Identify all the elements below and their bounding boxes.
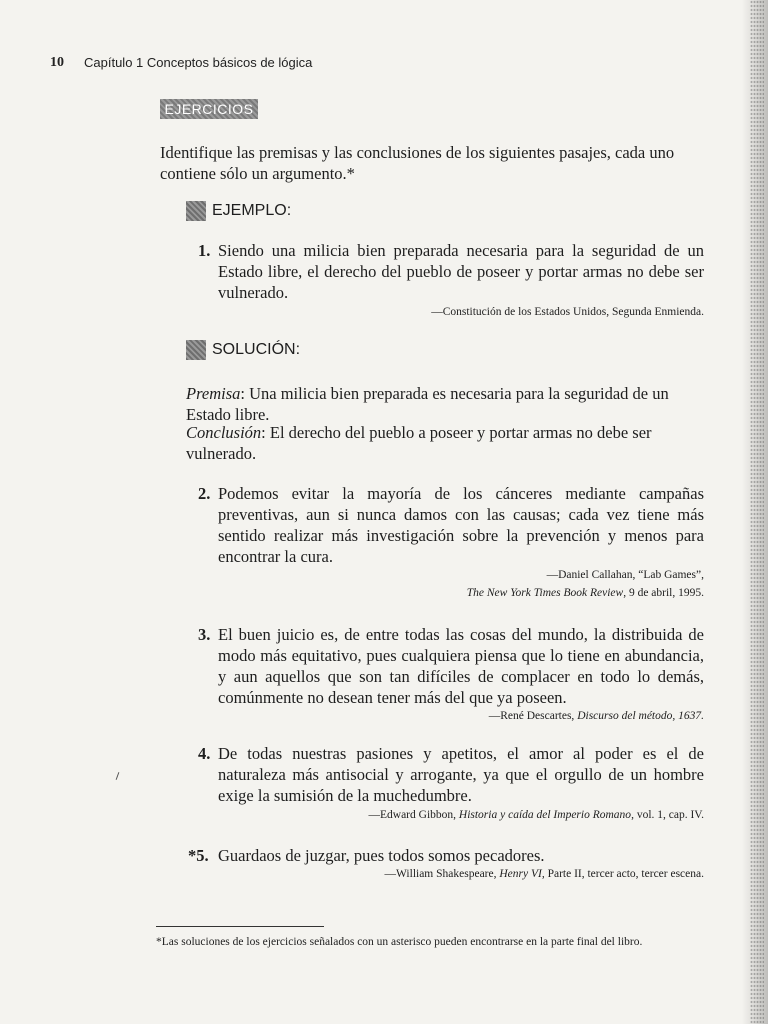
citation-tail: Parte II, tercer acto, tercer escena. (544, 868, 704, 880)
premise-label: Premisa (186, 384, 241, 403)
exercise-item-5 (188, 845, 704, 866)
citation (369, 806, 705, 824)
citation-line-1: —Daniel Callahan, “Lab Games”, (546, 569, 704, 581)
solucion-heading-label: SOLUCIÓN: (212, 341, 301, 358)
running-head (50, 55, 312, 71)
exercise-text: Guardaos de juzgar, pues todos somos pecadores. (218, 846, 545, 865)
ejemplo-heading (186, 201, 291, 221)
ejemplo-heading-label: EJEMPLO: (212, 202, 292, 219)
citation: —Constitución de los Estados Unidos, Segunda Enmienda. (431, 306, 704, 318)
conclusion-label: Conclusión (186, 423, 262, 442)
exercise-item-4 (198, 743, 704, 806)
citation-author: —René Descartes, (488, 710, 578, 722)
chapter-title: Capítulo 1 Conceptos básicos de lógica (84, 55, 313, 70)
intro-paragraph: Identifique las premisas y las conclusiones de los siguientes pasajes, cada uno contiene sólo un argumento.* (160, 143, 675, 183)
square-bullet-icon (186, 340, 206, 360)
square-bullet-icon (186, 201, 206, 221)
exercise-number: 1. (198, 241, 211, 260)
citation-work: The New York Times Book Review (466, 587, 624, 599)
exercise-item-1 (198, 240, 704, 303)
conclusion-text: : El derecho del pueblo a poseer y portar armas no debe ser vulnerado. (186, 423, 652, 463)
footnote: *Las soluciones de los ejercicios señalados con un asterisco pueden encontrarse en la parte final del libro. (156, 936, 643, 948)
citation-line-2 (467, 584, 704, 602)
premise-text: : Una milicia bien preparada es necesaria para la seguridad de un Estado libre. (186, 384, 669, 424)
exercise-text: Siendo una milicia bien preparada necesaria para la seguridad de un Estado libre, el derecho del pueblo de poseer y portar armas no debe ser vulnerado. (218, 241, 704, 302)
citation-work: Henry VI, (499, 868, 545, 880)
exercise-number: 2. (198, 484, 211, 503)
stray-mark (116, 772, 120, 780)
exercise-text: Podemos evitar la mayoría de los cánceres mediante campañas preventivas, aun si nunca damos con las causas; cada vez tiene más sentido realizar más investigación sobre la prevención y menos para encontrar la cura. (218, 484, 704, 566)
exercise-number: 3. (198, 625, 211, 644)
citation-work: Historia y caída del Imperio Romano (458, 809, 632, 821)
citation-tail: , vol. 1, cap. IV. (631, 809, 704, 821)
exercise-text: De todas nuestras pasiones y apetitos, el amor al poder es el de naturaleza más antisocial y arrogante, ya que el orgullo de un hombre exige la sumisión de la muchedumbre. (218, 744, 704, 805)
citation-tail: , 9 de abril, 1995. (623, 587, 704, 599)
citation-work: Discurso del método, 1637. (577, 710, 704, 722)
citation (489, 707, 704, 725)
footnote-rule (156, 926, 324, 927)
exercise-item-2 (198, 483, 704, 567)
citation (467, 566, 704, 602)
page-edge-texture (750, 0, 764, 1024)
solution-conclusion (186, 422, 706, 464)
exercise-text: El buen juicio es, de entre todas las cosas del mundo, la distribuida de modo más equitativo, pues cualquiera piensa que lo tiene en abundancia, y aun aquellos que son tan difíciles de complacer en todo lo demás, comúnmente no desean tener más del que ya poseen. (218, 625, 704, 707)
citation-author: —William Shakespeare, (384, 868, 500, 880)
exercise-number: *5. (188, 846, 209, 865)
solucion-heading (186, 340, 300, 360)
exercise-item-3 (198, 624, 704, 708)
page-number: 10 (50, 55, 64, 70)
citation (385, 865, 704, 883)
exercise-number: 4. (198, 744, 211, 763)
section-label: EJERCICIOS (160, 99, 258, 119)
solution-premise (186, 383, 706, 425)
citation-author: —Edward Gibbon, (368, 809, 459, 821)
